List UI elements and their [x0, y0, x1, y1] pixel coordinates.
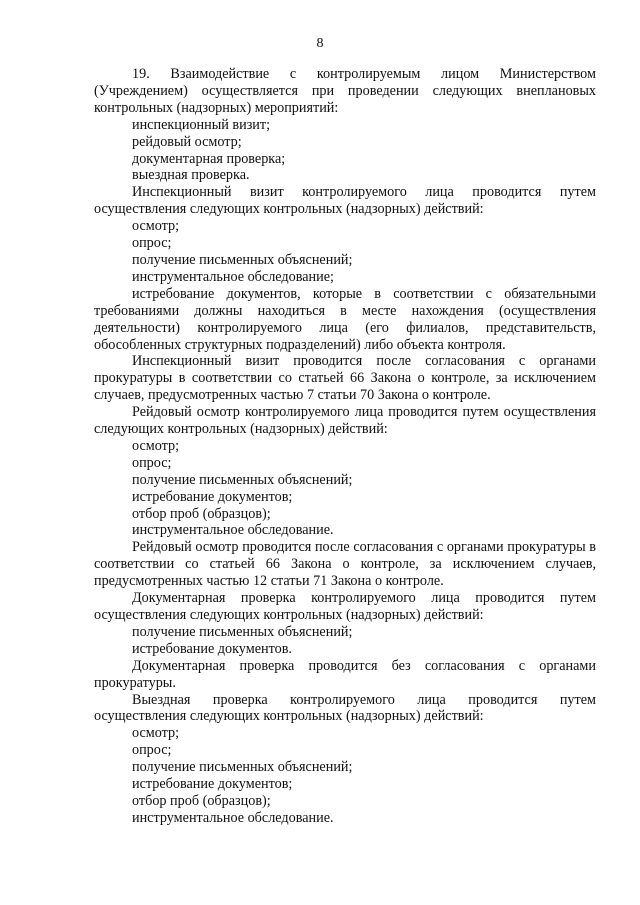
list-item: получение письменных объяснений;: [132, 759, 353, 776]
list-item: инструментальное обследование.: [132, 522, 334, 539]
paragraph: истребование документов, которые в соответствии с обязательными требованиями должны находиться в месте нахождения (осуществления деятельности) контролируемого лица (его филиалов, представительств, обособленных структурных подразделений) либо объекта контроля.: [94, 285, 596, 353]
page-number: 8: [316, 36, 324, 51]
list-item: документарная проверка;: [132, 150, 286, 167]
paragraph: Инспекционный визит проводится после согласования с органами прокуратуры в соответствии со статьей 66 Закона о контроле, за исключением случаев, предусмотренных частью 7 статьи 70 Закона о контроле.: [94, 353, 596, 404]
list-item: опрос;: [132, 454, 172, 471]
list-item: истребование документов;: [132, 488, 293, 505]
list-item: получение письменных объяснений;: [132, 251, 353, 268]
list-item: отбор проб (образцов);: [132, 505, 271, 522]
list-item: опрос;: [132, 235, 172, 252]
document-body: [94, 66, 596, 827]
paragraph: Рейдовый осмотр контролируемого лица проводится путем осуществления следующих контрольных (надзорных) действий:: [94, 404, 596, 438]
list-item: получение письменных объяснений;: [132, 623, 353, 640]
paragraph: Инспекционный визит контролируемого лица проводится путем осуществления следующих контрольных (надзорных) действий:: [94, 184, 596, 218]
list-item: осмотр;: [132, 437, 180, 454]
list-item: опрос;: [132, 742, 172, 759]
paragraph: 19. Взаимодействие с контролируемым лицом Министерством (Учреждением) осуществляется при проведении следующих внеплановых контрольных (надзорных) мероприятий:: [94, 66, 596, 116]
list-item: отбор проб (образцов);: [132, 792, 271, 809]
paragraph: Рейдовый осмотр проводится после согласования с органами прокуратуры в соответствии со статьей 66 Закона о контроле, за исключением случаев, предусмотренных частью 12 статьи 71 Закона о контроле.: [94, 539, 596, 590]
paragraph: Документарная проверка проводится без согласования с органами прокуратуры.: [94, 657, 596, 691]
list-item: рейдовый осмотр;: [132, 133, 242, 150]
paragraph: Документарная проверка контролируемого лица проводится путем осуществления следующих контрольных (надзорных) действий:: [94, 590, 596, 623]
list-item: осмотр;: [132, 218, 180, 235]
list-item: истребование документов;: [132, 776, 293, 793]
list-item: осмотр;: [132, 725, 180, 742]
list-item: инструментальное обследование;: [132, 268, 334, 285]
list-item: инспекционный визит;: [132, 116, 271, 133]
list-item: выездная проверка.: [132, 167, 250, 184]
list-item: инструментальное обследование.: [132, 809, 334, 826]
list-item: истребование документов.: [132, 640, 292, 657]
paragraph: Выездная проверка контролируемого лица проводится путем осуществления следующих контрольных (надзорных) действий:: [94, 691, 596, 725]
list-item: получение письменных объяснений;: [132, 471, 353, 488]
